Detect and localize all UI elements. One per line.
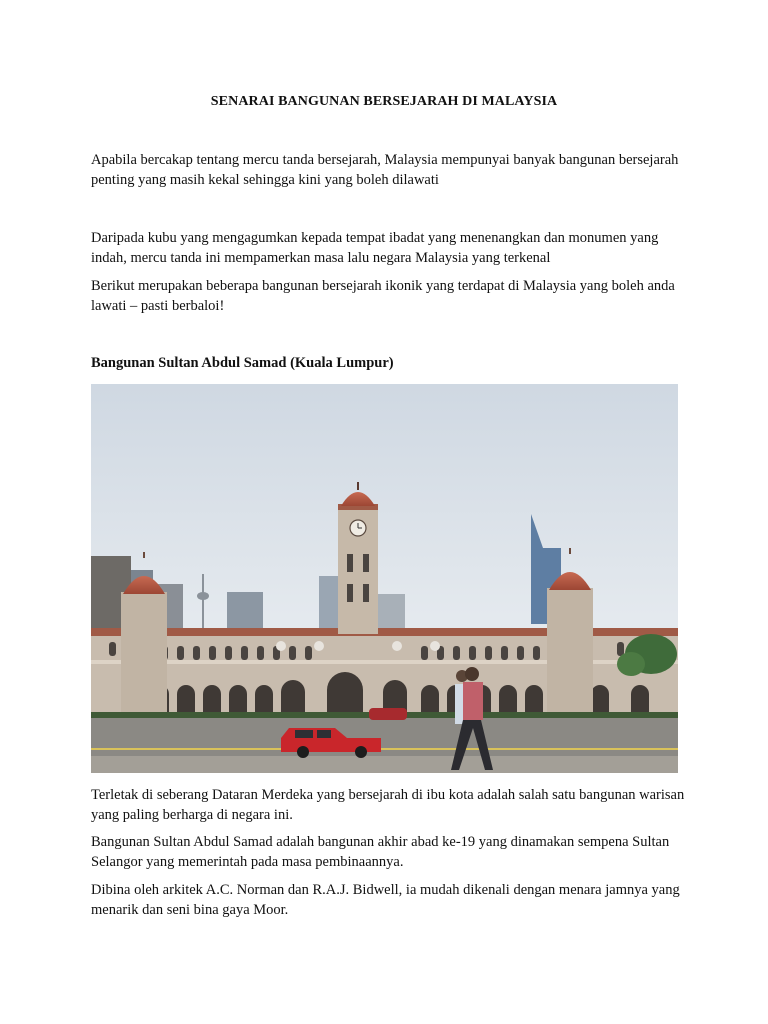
section-paragraph-1: Terletak di seberang Dataran Merdeka yang bersejarah di ibu kota adalah salah satu bangunan warisan yang paling berharga di negara ini. xyxy=(91,787,685,823)
document-title: SENARAI BANGUNAN BERSEJARAH DI MALAYSIA xyxy=(210,94,558,109)
section-paragraph-2: Bangunan Sultan Abdul Samad adalah bangunan akhir abad ke-19 yang dinamakan sempena Sultan Selangor yang memerintah pada masa pembinaannya. xyxy=(91,834,670,870)
intro-paragraph-2: Daripada kubu yang mengagumkan kepada tempat ibadat yang menenangkan dan monumen yang indah, mercu tanda ini mempamerkan masa lalu negara Malaysia yang terkenal xyxy=(91,230,659,266)
section-paragraph-3: Dibina oleh arkitek A.C. Norman dan R.A.J. Bidwell, ia mudah dikenali dengan menara jamnya yang menarik dan seni bina gaya Moor. xyxy=(91,882,680,918)
section-heading: Bangunan Sultan Abdul Samad (Kuala Lumpur) xyxy=(91,355,394,371)
intro-paragraph-3: Berikut merupakan beberapa bangunan bersejarah ikonik yang terdapat di Malaysia yang boleh anda lawati – pasti berbaloi! xyxy=(91,278,675,314)
intro-paragraph-1: Apabila bercakap tentang mercu tanda bersejarah, Malaysia mempunyai banyak bangunan bersejarah penting yang masih kekal sehingga kini yang boleh dilawati xyxy=(91,152,679,188)
building-photo xyxy=(91,384,678,773)
